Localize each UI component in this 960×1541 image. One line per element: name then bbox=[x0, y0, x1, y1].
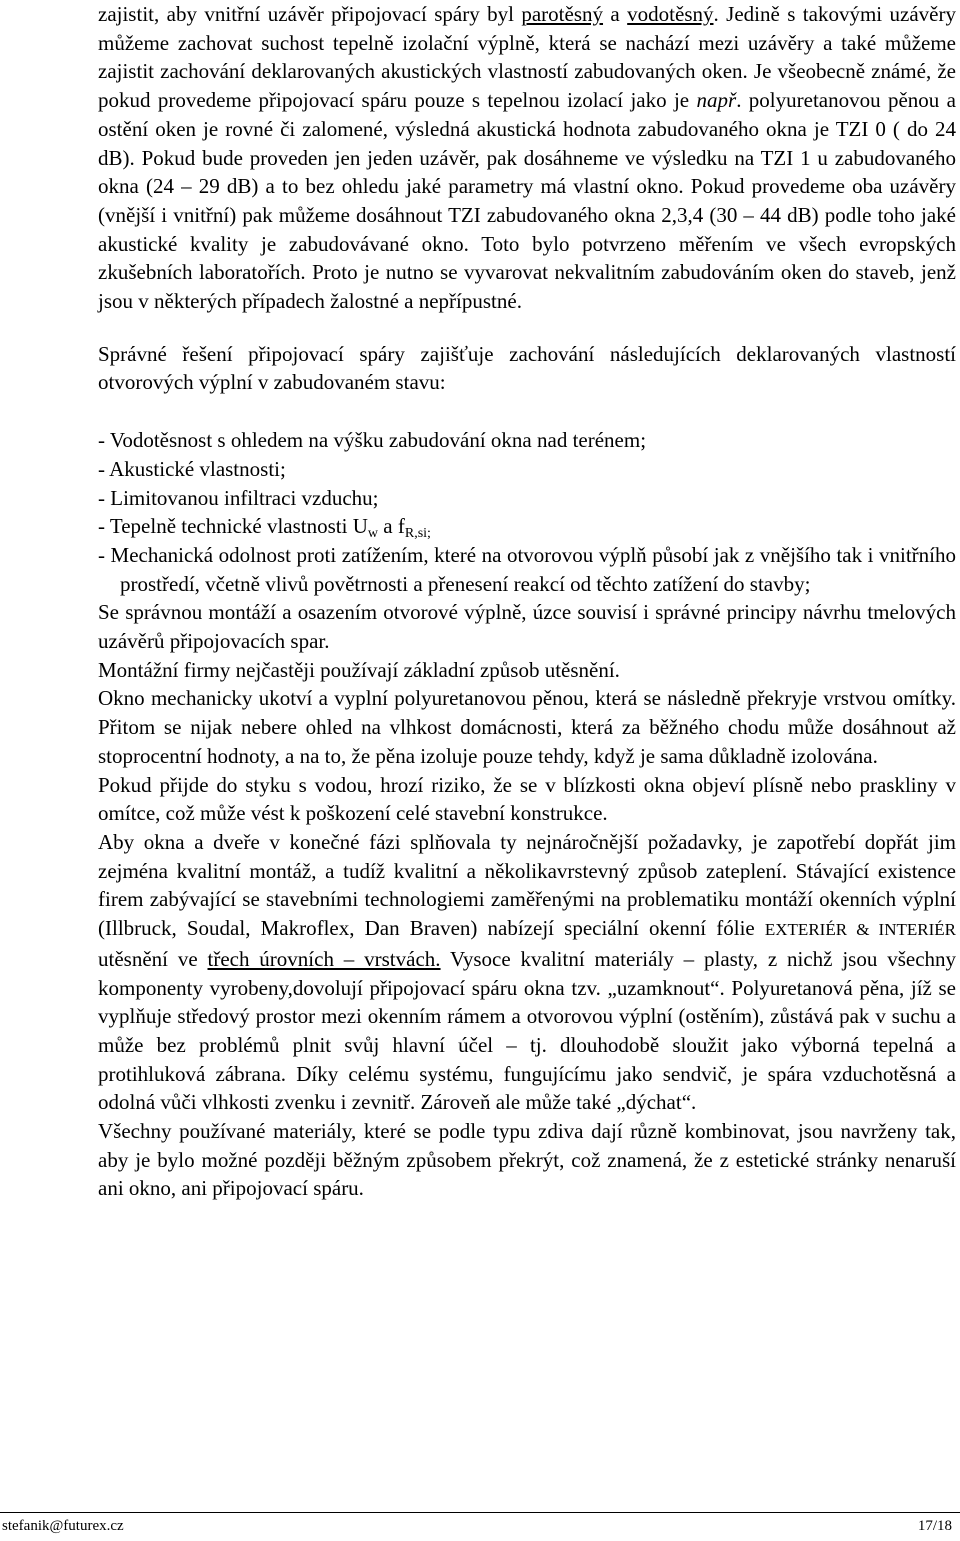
paragraph-acoustics bbox=[98, 0, 956, 316]
paragraph-sealing: Montážní firmy nejčastěji používají základní způsob utěsnění. bbox=[98, 657, 620, 682]
text-run: a bbox=[603, 2, 628, 26]
list-item: - Limitovanou infiltraci vzduchu; bbox=[98, 485, 379, 510]
document-body bbox=[98, 0, 956, 1203]
paragraph-foils bbox=[98, 828, 956, 1117]
paragraph-water-risk: Pokud přijde do styku s vodou, hrozí riziko, že se v blízkosti okna objeví plísně nebo praskliny v omítce, což může vést k poškození celé stavební konstrukce. bbox=[98, 772, 956, 826]
text-run: . polyuretanovou pěnou a ostění oken je rovné či zalomené, výsledná akustická hodnota zabudovaného okna je TZI 0 ( do 24 dB). Pokud bude proveden jen jeden uzávěr, pak dosáhneme ve výsledku na TZI 1 u zabudovaného okna (24 – 29 dB) a to bez ohledu jaké parametry má vlastní okno. Pokud provedeme oba uzávěry (vnější i vnitřní) pak můžeme dosáhnout TZI zabudovaného okna 2,3,4 (30 – 44 dB) podle toho jaké akustické kvality je zabudovávané okno. Toto bylo potvrzeno měřením ve všech evropských zkušebních laboratořích. Proto je nutno se vyvarovat nekvalitním zabudováním oken do staveb, jenž jsou v některých případech žalostné a nepřípustné. bbox=[98, 88, 956, 314]
underlined-term: parotěsný bbox=[521, 2, 604, 26]
text-run: utěsnění ve bbox=[98, 946, 208, 971]
text-run: zajistit, aby vnitřní uzávěr připojovací spáry byl bbox=[98, 2, 522, 26]
list-item: - Mechanická odolnost proti zatížením, které na otvorovou výplň působí jak z vnějšího tak i vnitřního prostředí, včetně vlivů povětrnosti a přenesení reakcí od těchto zatížení do stavby; bbox=[98, 542, 956, 596]
small-caps-term: EXTERIÉR & INTERIÉR bbox=[764, 920, 956, 940]
spacer bbox=[98, 397, 956, 426]
paragraph-requirements-intro: Správné řešení připojovací spáry zajišťuje zachování následujících deklarovaných vlastností otvorových výplní v zabudovaném stavu: bbox=[98, 341, 956, 395]
list-item bbox=[98, 512, 956, 541]
footer-divider bbox=[0, 1512, 960, 1513]
spacer bbox=[98, 316, 956, 340]
subscript: w bbox=[367, 526, 379, 542]
paragraph-anchoring: Okno mechanicky ukotví a vyplní polyuretanovou pěnou, která se následně překryje vrstvou omítky. Přitom se nijak nebere ohled na vlhkost domácnosti, která za běžného chodu může dosáhnout až stoprocentní hodnoty, a na to, že pěna izoluje pouze tehdy, když je sama důkladně izolována. bbox=[98, 686, 956, 768]
requirements-list bbox=[98, 426, 956, 598]
footer-email: stefanik@futurex.cz bbox=[2, 1518, 124, 1534]
text-run: - Tepelně technické vlastnosti U bbox=[98, 514, 368, 539]
list-item: - Vodotěsnost s ohledem na výšku zabudování okna nad terénem; bbox=[98, 428, 647, 453]
underlined-term: vodotěsný bbox=[627, 2, 714, 26]
text-run: a f bbox=[378, 514, 405, 539]
list-item: - Akustické vlastnosti; bbox=[98, 456, 286, 481]
paragraph-materials: Všechny používané materiály, které se podle typu zdiva dají různě kombinovat, jsou navrženy tak, aby je bylo možné později běžným způsobem překrýt, což znamená, že z estetické stránky nenaruší ani okno, ani připojovací spáru. bbox=[98, 1119, 956, 1201]
text-run: Vysoce kvalitní materiály – plasty, z nichž jsou všechny komponenty vyrobeny,dovolují připojovací spáru okna tzv. „uzamknout“. Polyuretanová pěna, jíž se vyplňuje středový prostor mezi okenním rámem a otvorovou výplní (ostěním), zůstává pak v suchu a může bez problémů plnit svůj hlavní účel – tj. dlouhodobě sloužit jako výborná tepelná a protihluková zábrana. Díky celému systému, fungujícímu jako sendvič, je spára vzduchotěsná a odolná vůči vlhkosti zvenku i zevnitř. Zároveň ale může také „dýchat“. bbox=[98, 946, 957, 1115]
text-run: Aby okna a dveře v konečné fázi splňovala ty nejnáročnější požadavky, je zapotřebí dopřát jim zejména kvalitní montáž, a tudíž kvalitní a několikavrstevný způsob zateplení. Stávající existence firem zabývající se stavebními technologiemi zaměřenými na problematiku montáží okenních výplní (Illbruck, Soudal, Makroflex, Dan Braven) nabízejí speciální okenní fólie bbox=[98, 829, 956, 941]
underlined-term: třech úrovních – vrstvách. bbox=[207, 946, 441, 971]
page-number: 17/18 bbox=[917, 1518, 952, 1534]
subscript: R,si; bbox=[404, 526, 431, 542]
paragraph-installation: Se správnou montáží a osazením otvorové výplně, úzce souvisí i správné principy návrhu tmelových uzávěrů připojovacích spar. bbox=[98, 600, 956, 654]
italic-abbrev: např bbox=[696, 88, 737, 113]
text-run: . Jedině s takovými uzávěry můžeme zachovat suchost tepelně izolační výplně, která se nachází mezi uzávěry a také můžeme zajistit zachování deklarovaných akustických vlastností zabudovaných oken. Je všeobecně známé, že pokud provedeme připojovací spáru pouze s tepelnou izolací jako je bbox=[98, 2, 956, 113]
